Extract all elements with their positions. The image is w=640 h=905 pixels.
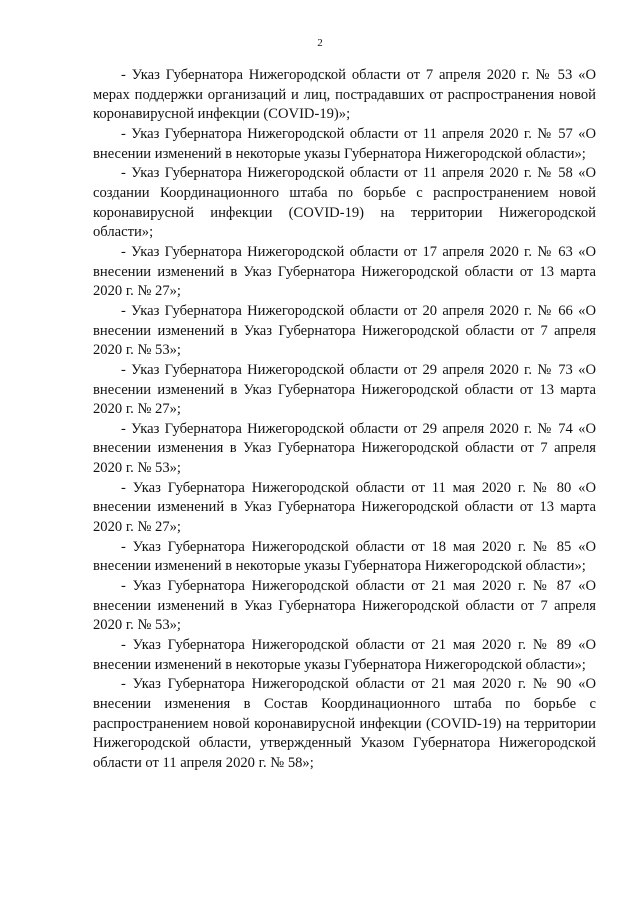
- list-item-decree-85: - Указ Губернатора Нижегородской области от 18 мая 2020 г. № 85 «О внесении изменений в некоторые указы Губернатора Нижегородской области»;: [93, 538, 596, 575]
- list-item-decree-66: - Указ Губернатора Нижегородской области от 20 апреля 2020 г. № 66 «О внесении изменений в Указ Губернатора Нижегородской области от 7 апреля 2020 г. № 53»;: [93, 302, 596, 359]
- document-body: [93, 66, 596, 774]
- list-item-decree-53: - Указ Губернатора Нижегородской области от 7 апреля 2020 г. № 53 «О мерах поддержки организаций и лиц, пострадавших от распространения новой коронавирусной инфекции (COVID-19)»;: [93, 67, 596, 123]
- list-item-decree-80: - Указ Губернатора Нижегородской области от 11 мая 2020 г. № 80 «О внесении изменений в Указ Губернатора Нижегородской области от 13 марта 2020 г. № 27»;: [93, 479, 596, 536]
- list-item-decree-74: - Указ Губернатора Нижегородской области от 29 апреля 2020 г. № 74 «О внесении изменения в Указ Губернатора Нижегородской области от 7 апреля 2020 г. № 53»;: [93, 420, 596, 477]
- list-item-decree-87: - Указ Губернатора Нижегородской области от 21 мая 2020 г. № 87 «О внесении изменений в Указ Губернатора Нижегородской области от 7 апреля 2020 г. № 53»;: [93, 578, 596, 634]
- page-number: 2: [317, 37, 323, 49]
- list-item-decree-90: - Указ Губернатора Нижегородской области от 21 мая 2020 г. № 90 «О внесении изменения в Состав Координационного штаба по борьбе с распространением новой коронавирусной инфекции (COVID-19) на территории Нижегородской области, утвержденный Указом Губернатора Нижегородской области от 11 апреля 2020 г. № 58»;: [93, 676, 596, 771]
- list-item-decree-63: - Указ Губернатора Нижегородской области от 17 апреля 2020 г. № 63 «О внесении изменений в Указ Губернатора Нижегородской области от 13 марта 2020 г. № 27»;: [93, 243, 596, 300]
- list-item-decree-58: - Указ Губернатора Нижегородской области от 11 апреля 2020 г. № 58 «О создании Координационного штаба по борьбе с распространением новой коронавирусной инфекции (COVID-19) на территории Нижегородской области»;: [93, 165, 596, 241]
- list-item-decree-73: - Указ Губернатора Нижегородской области от 29 апреля 2020 г. № 73 «О внесении изменений в Указ Губернатора Нижегородской области от 13 марта 2020 г. № 27»;: [93, 361, 596, 418]
- list-item-decree-89: - Указ Губернатора Нижегородской области от 21 мая 2020 г. № 89 «О внесении изменений в некоторые указы Губернатора Нижегородской области»;: [93, 637, 596, 673]
- list-item-decree-57: - Указ Губернатора Нижегородской области от 11 апреля 2020 г. № 57 «О внесении изменений в некоторые указы Губернатора Нижегородской области»;: [93, 125, 596, 162]
